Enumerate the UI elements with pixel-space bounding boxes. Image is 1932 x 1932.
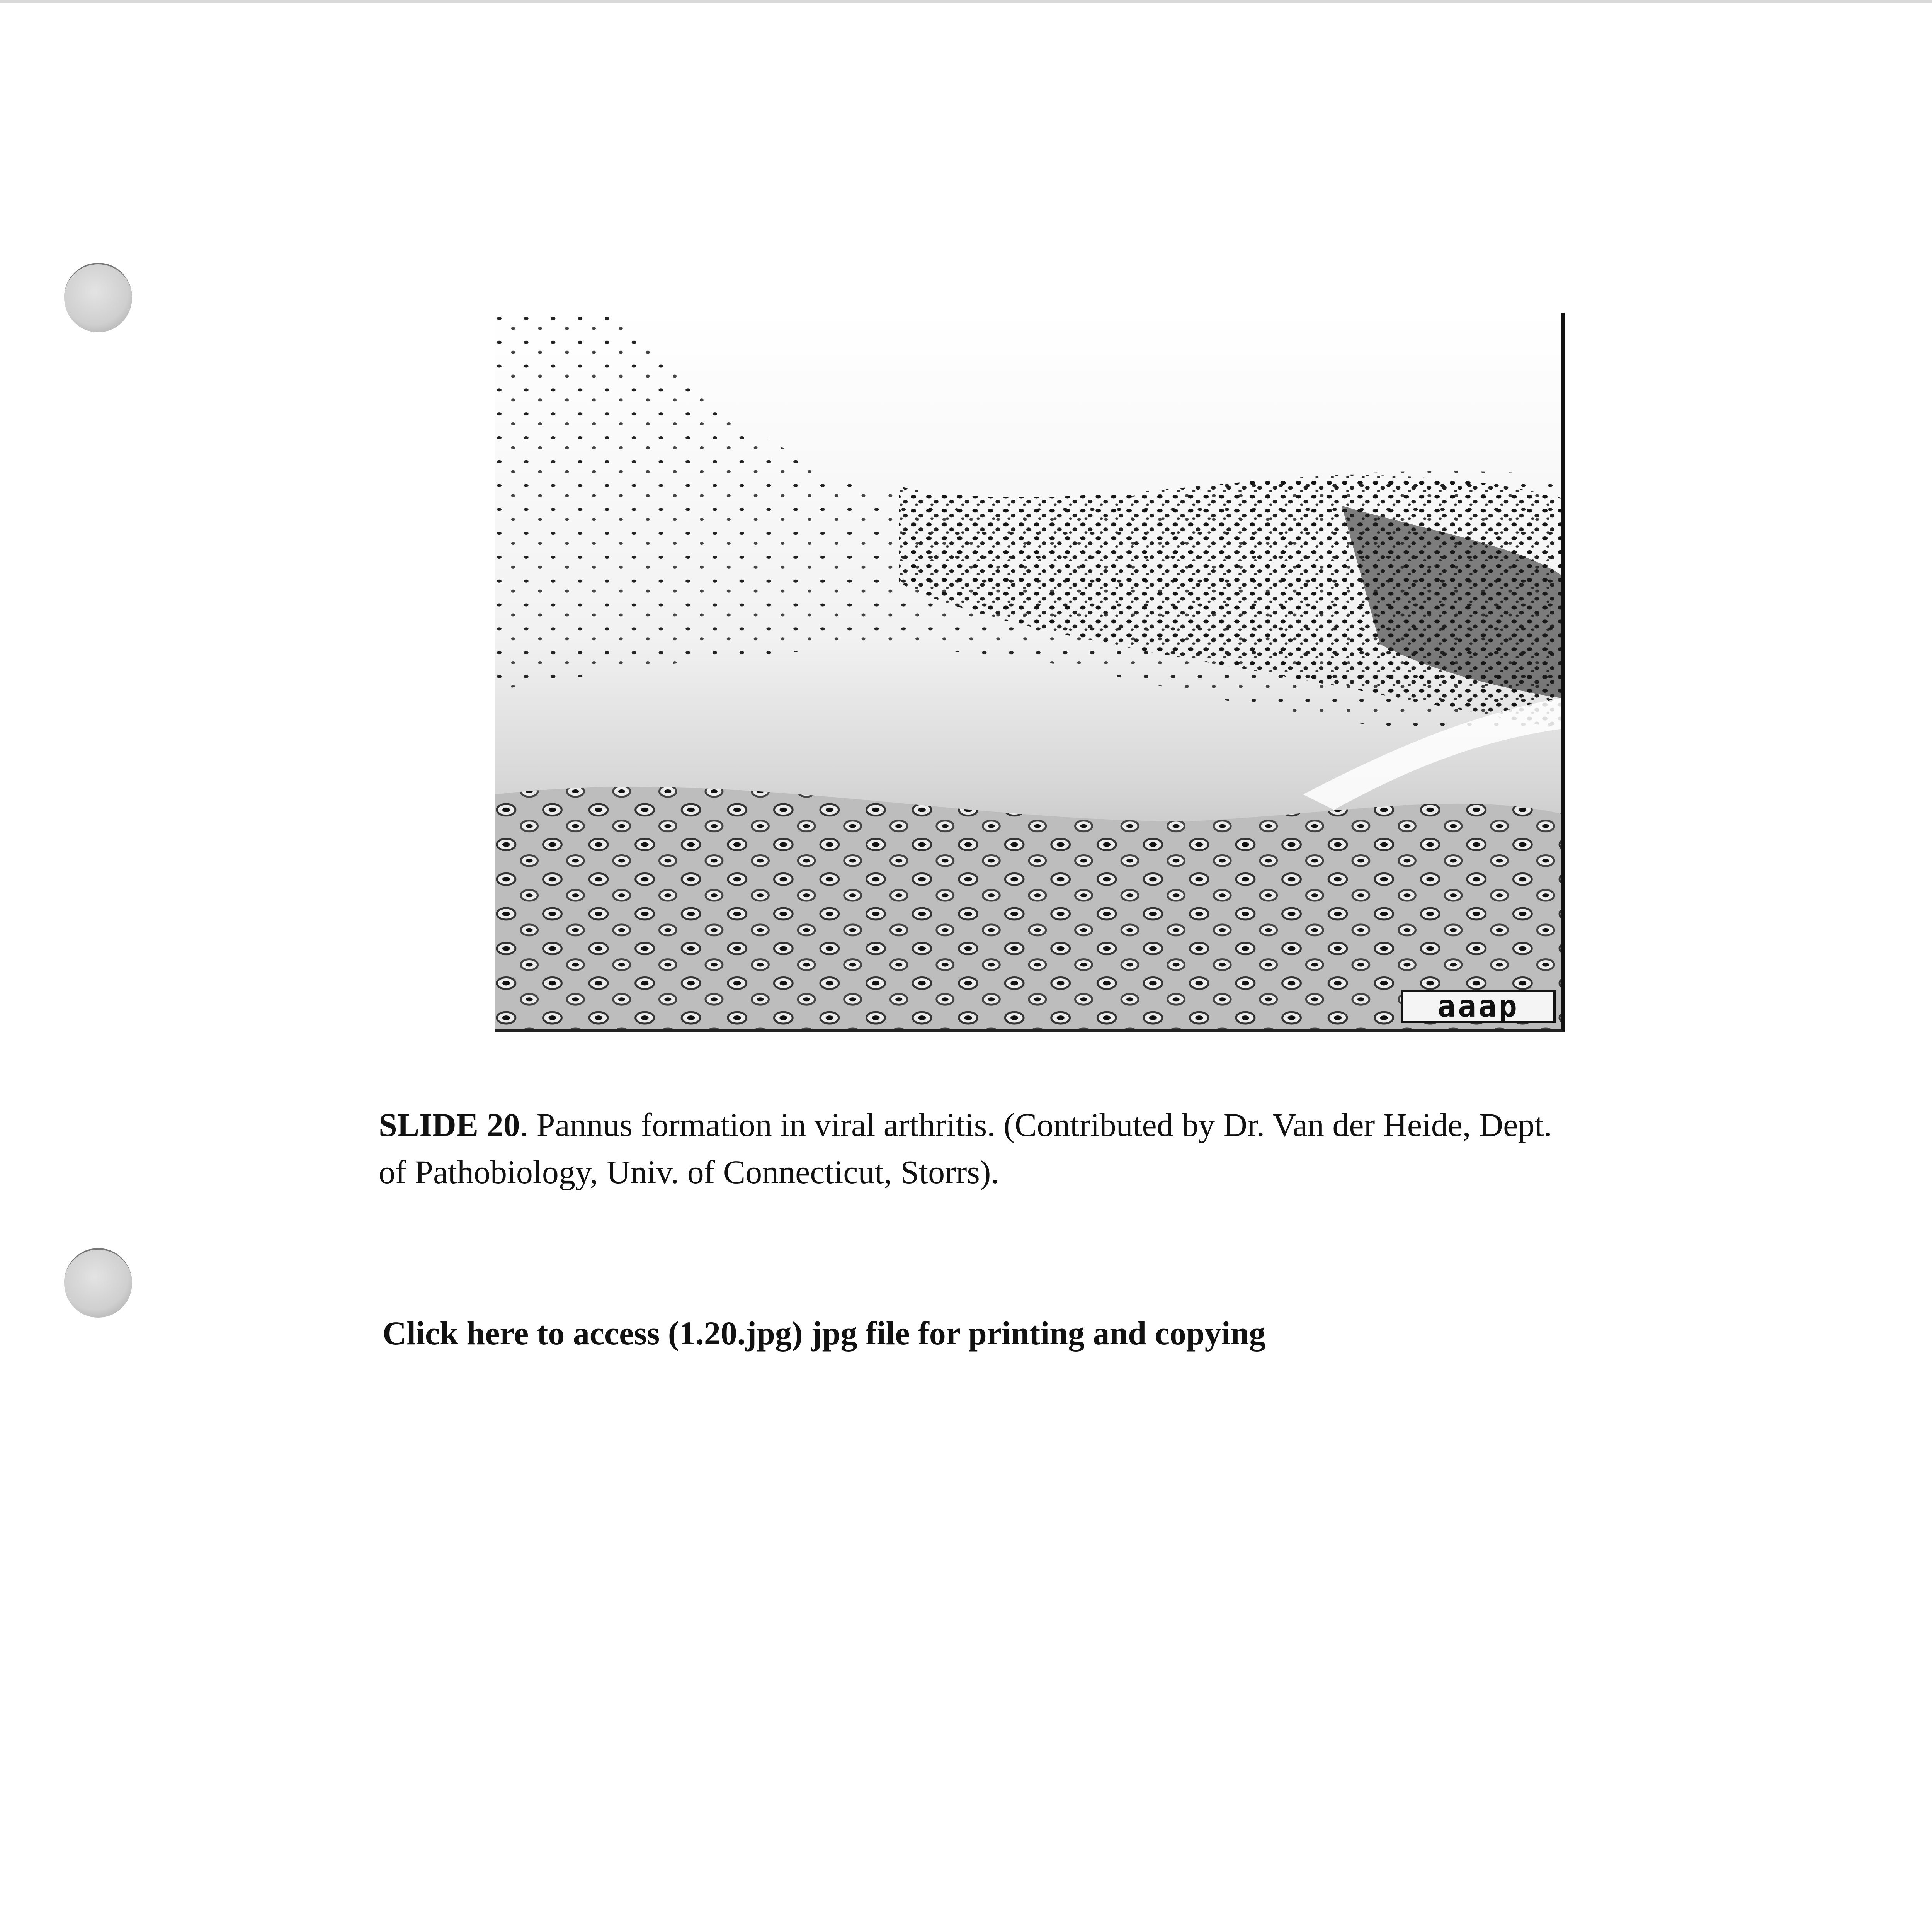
punch-hole-top bbox=[64, 263, 132, 332]
caption-line-2: of Pathobiology, Univ. of Connecticut, Storrs). bbox=[379, 1153, 999, 1190]
slide-label: SLIDE 20 bbox=[379, 1106, 520, 1143]
micrograph-svg bbox=[495, 313, 1561, 1029]
caption-text: . Pannus formation in viral arthritis. (Contributed by Dr. Van der Heide, Dept. bbox=[520, 1106, 1552, 1143]
aaap-logo: aaap bbox=[1401, 990, 1556, 1023]
jpg-access-link[interactable]: Click here to access (1.20.jpg) jpg file for printing and copying bbox=[383, 1315, 1266, 1352]
micrograph-image bbox=[495, 313, 1565, 1032]
punch-hole-middle bbox=[64, 1248, 132, 1318]
figure-caption bbox=[379, 1101, 1692, 1196]
caption-line-1 bbox=[379, 1101, 1692, 1148]
page-top-edge bbox=[0, 0, 1932, 3]
